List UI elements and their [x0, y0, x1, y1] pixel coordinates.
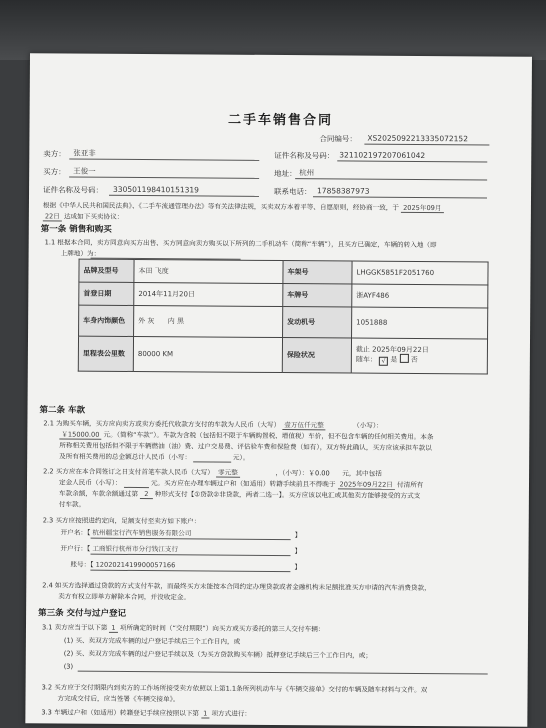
clause-3-3: 3.3 车辆过户和（如适用）转籍登记手续应按照以下第 1 项方式进行：: [41, 708, 252, 718]
clause-1-1-line2: 上牌地）为：: [60, 249, 101, 258]
brand-label: 品牌及型号: [79, 259, 134, 282]
plate-label: 车牌号: [283, 284, 352, 307]
yes-checkbox[interactable]: √: [379, 357, 388, 366]
seller-name: 张亚非: [73, 148, 96, 158]
seller-label: 卖方：: [43, 149, 66, 159]
delivery-option-3: (3): [63, 662, 74, 671]
buyer-id: 330501198410151319: [113, 184, 199, 195]
clause-2-2-line4: 付车款。: [58, 500, 86, 509]
vehicle-info-table: [78, 259, 489, 375]
clause-2-1-line4: 及所有相关费用的总金额总计人民币（小写： 元）。: [59, 452, 250, 462]
bracket-close-3: 】: [294, 563, 302, 572]
color-interior: 内 黑: [167, 316, 184, 325]
engine-value: 1051888: [352, 307, 488, 339]
no-checkbox[interactable]: [400, 354, 409, 363]
clause-2-2-line1: 2.2 买方应在本合同签订之日支付首笔车款人民币（大写） 零元整 ，（小写）：￥0.00 元，其中包括: [43, 467, 382, 478]
brand-value: 本田 飞度: [134, 259, 283, 283]
insurance-label: 保险状况: [282, 338, 351, 373]
clause-3-2-line1: 3.2 买方应于交付期限内到卖方的工作场所接受卖方依照以上第1.1条所列机动车与《车辆交接单》交付的车辆及随车材料与文件。双: [41, 683, 428, 695]
mileage-value: 80000 KM: [133, 336, 282, 372]
clause-2-1-line2: ￥15000.00 元。（简称“车款”）。车款为含税（包括但不限于车辆购置税、增值税）车价，但不包含车辆的任何相关费用。本条: [59, 430, 433, 441]
seller-id: 321102197207061042: [339, 150, 426, 161]
delivery-option-1: (1) 买、卖双方完成车辆的过户登记手续后三个工作日内，或: [63, 636, 241, 646]
delivery-option: 1: [109, 624, 117, 633]
preamble-line1: 根据《中华人民共和国民法典》、《二手车流通管理办法》等有关法律法规，买卖双方本着平等、自愿原则，经协商一致，于 2025年09月: [42, 201, 442, 213]
clause-2-2-line2: 定金人民币（小写）： 元。买方应在办理车辆过户和（如适用）转籍手续前且不得晚于 2025年09月22日 付清所有: [58, 478, 424, 490]
contract-number: XS20250922133350721​52: [367, 133, 469, 144]
price-lower: ￥15000.00: [59, 430, 101, 439]
engine-label: 发动机号: [283, 307, 352, 338]
article1-heading: 第一条 销售和购买: [40, 224, 112, 235]
article2-heading: 第二条 车款: [39, 405, 86, 416]
address: 杭州: [299, 168, 315, 178]
down-payment-upper: 零元整: [216, 469, 240, 478]
contract-title: 二手车销售合同: [227, 112, 334, 129]
regdate-label: 首登日期: [79, 282, 134, 305]
clause-2-1-line1: 2.1 为购买车辆，买方应向卖方或卖方委托代收款方支付的车款为人民币（大写） 壹万伍仟元整 （小写）：: [43, 419, 383, 430]
insurance-until: 截止 2025年09月22日: [355, 345, 429, 354]
bracket-close-1: 】: [294, 531, 302, 540]
account-name-row: 开户名：【 杭州疆宝行汽车销售服务有限公司: [60, 528, 192, 538]
account-number: 1202021419900057166: [95, 560, 176, 570]
buyer-label: 买方：: [43, 167, 66, 177]
clause-2-4-line2: 卖方有权立即单方解除本合同，并没收定金。: [58, 592, 191, 602]
buyer-name: 王俊一: [73, 166, 96, 176]
buyer-id-label: 证件名称及号码：: [43, 185, 104, 195]
vin-label: 车架号: [283, 261, 352, 284]
plate-value: 浙AYF486: [352, 284, 488, 308]
phone-label: 联系电话：: [274, 186, 312, 197]
color-value: [134, 305, 283, 337]
clause-2-1-line3: 所称相关费用包括但不限于车辆燃油（油）费、过户交易费、评估验车费和保险费（如有），双方特此确认，买方应该承担车款以: [59, 441, 432, 453]
article3-heading: 第三条 交付与过户登记: [38, 608, 127, 619]
color-label: 车身内饰颜色: [79, 305, 134, 336]
contract-document: [25, 53, 532, 726]
color-exterior: 外 灰: [138, 316, 155, 325]
final-payment-date: 2025年09月22日: [338, 480, 395, 489]
bracket-close-2: 】: [294, 547, 302, 556]
clause-2-4-line1: 2.4 如买方选择通过贷款的方式支付车款，而最终买方未能按本合同约定办理贷款或者金融机构未足额批准买方申请的汽车消费贷款，: [42, 581, 431, 593]
preamble-line2: 22日 达成如下买卖协议：: [43, 212, 123, 221]
insurance-value: [351, 338, 487, 374]
signing-date-part1: 2025年09月: [401, 204, 443, 213]
clause-3-1: 3.1 卖方应当于以下第 1 项所确定的时间（“交付期限”）向买方或买方委托的第三人交付车辆：: [41, 623, 325, 634]
signing-date-part2: 22日: [43, 212, 62, 221]
account-name: 杭州疆宝行汽车销售服务有限公司: [92, 528, 192, 538]
background-desk: [0, 0, 546, 60]
price-upper: 壹万伍仟元整: [282, 421, 326, 430]
mileage-label: 里程表公里数: [78, 336, 133, 371]
clause-2-2-line3: 车款余额，车款余额通过第 2 种形式支付【①贷款②非贷款，两者二选一】。买方应该以电汇或其他卖方能够接受的方式支: [58, 489, 421, 500]
clause-3-2-line2: 方完成交付后，应当签署《车辆交接单》。: [57, 694, 180, 704]
phone: 17858387973: [317, 186, 370, 196]
clause-2-3: 2.3 买方应按照进约定向，足额支付至卖方如下账户：: [42, 516, 201, 526]
address-label: 地址：: [274, 168, 297, 179]
delivery-option-2: (2) 买、卖双方完成车辆的过户登记手续以及（为买方贷款购买车辆）抵押登记手续后三个工作日内，或；: [63, 649, 372, 660]
contract-number-label: 合同编号：: [319, 134, 357, 144]
seller-id-label: 证件名称及号码：: [274, 150, 335, 161]
account-number-row: 账号：【 1202021419900057166: [70, 560, 176, 570]
account-bank-row: 开户行：【 工商银行杭州市分行钱江支行: [60, 544, 179, 554]
insurance-with-car: 随车： √ 是 否: [355, 355, 418, 366]
transfer-option: 1: [201, 709, 209, 718]
vin-value: LHGGK5851F2051760: [352, 261, 488, 285]
account-bank: 工商银行杭州市分行钱江支行: [92, 544, 179, 554]
clause-1-1-line1: 1.1 根据本合同，卖方同意向买方出售、买方同意向卖方购买以下所列的二手机动车（简称“车辆”），且买方已确定，车辆的转入地（即: [44, 238, 437, 250]
regdate-value: 2014年11月20日: [134, 282, 283, 306]
